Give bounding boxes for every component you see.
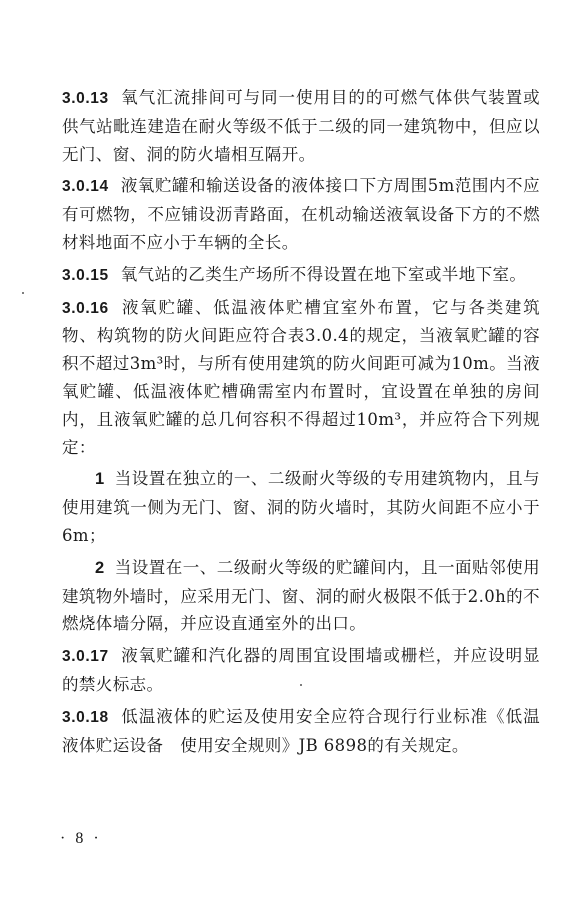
clause-text: 液氧贮罐、低温液体贮槽宜室外布置，它与各类建筑物、构筑物的防火间距应符合表3.0.4的规定，当液氧贮罐的容积不超过3m³时，与所有使用建筑的防火间距可减为10m。当液氧贮罐、低温液体贮槽确需室内布置时，宜设置在单独的房间内，且液氧贮罐的总几何容积不得超过10m³，并应符合下列规定： bbox=[62, 297, 540, 457]
clause-text: 氧气汇流排间可与同一使用目的的可燃气体供气装置或供气站毗连建造在耐火等级不低于二级的同一建筑物中，但应以无门、窗、洞的防火墙相互隔开。 bbox=[62, 88, 540, 164]
clause-3-0-13 bbox=[62, 84, 540, 168]
page-number: · 8 · bbox=[60, 830, 102, 847]
item-text: 当设置在一、二级耐火等级的贮罐间内，且一面贴邻使用建筑物外墙时，应采用无门、窗、洞的耐火极限不低于2.0h的不燃烧体墙分隔，并应设直通室外的出口。 bbox=[62, 557, 540, 634]
clause-number: 3.0.13 bbox=[62, 90, 109, 107]
clause-text: 液氧贮罐和汽化器的周围宜设围墙或栅栏，并应设明显的禁火标志。 bbox=[62, 646, 540, 694]
clause-text: 氧气站的乙类生产场所不得设置在地下室或半地下室。 bbox=[120, 264, 527, 284]
document-body bbox=[62, 84, 540, 763]
clause-3-0-17 bbox=[62, 642, 540, 699]
clause-3-0-14 bbox=[62, 172, 540, 256]
scan-speck bbox=[300, 684, 302, 686]
clause-number: 3.0.17 bbox=[62, 648, 109, 666]
clause-3-0-16-item-2 bbox=[62, 554, 540, 638]
item-number: 1 bbox=[95, 470, 105, 489]
item-number: 2 bbox=[95, 558, 105, 577]
clause-number: 3.0.14 bbox=[62, 178, 109, 196]
item-text: 当设置在独立的一、二级耐火等级的专用建筑物内，且与使用建筑一侧为无门、窗、洞的防火墙时，其防火间距不应小于6m； bbox=[62, 469, 540, 545]
clause-number: 3.0.15 bbox=[62, 266, 109, 284]
clause-3-0-18 bbox=[62, 703, 540, 760]
clause-number: 3.0.16 bbox=[62, 299, 109, 317]
scan-speck bbox=[22, 292, 24, 294]
clause-text: 液氧贮罐和输送设备的液体接口下方周围5m范围内不应有可燃物，不应铺设沥青路面，在机动输送液氧设备下方的不燃材料地面不应小于车辆的全长。 bbox=[62, 176, 540, 252]
clause-number: 3.0.18 bbox=[62, 708, 109, 726]
clause-text: 低温液体的贮运及使用安全应符合现行行业标准《低温液体贮运设备 使用安全规则》JB 6898的有关规定。 bbox=[62, 706, 540, 755]
clause-3-0-16 bbox=[62, 294, 540, 462]
clause-3-0-16-item-1 bbox=[62, 465, 540, 549]
clause-3-0-15 bbox=[62, 261, 540, 290]
